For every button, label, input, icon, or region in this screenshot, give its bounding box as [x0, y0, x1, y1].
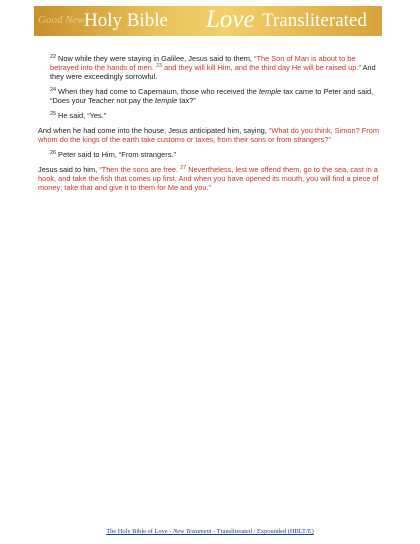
jesus-words: and they will kill Him, and the third day He will be raised up.”: [162, 63, 361, 72]
verse-number: 26: [50, 150, 56, 156]
banner-faint-text: Good News: [38, 14, 90, 26]
narrative-text: When they had come to Capernaum, those who received the: [56, 87, 259, 96]
paragraph-verses-26-27: [38, 165, 384, 192]
verse-number: 27: [180, 165, 187, 171]
paragraph-verse-24: [38, 87, 384, 105]
narrative-text: tax came to Peter and said, “Does your Teacher not pay the: [50, 87, 374, 105]
footer-text: The Holy Bible of Love -: [106, 528, 173, 535]
banner-word-transliterated: Transliterated: [262, 10, 367, 31]
jesus-words: “What do you think, Simon? From whom do the kings of the earth take customs or taxes, from their sons or from strangers?”: [38, 126, 379, 144]
narrative-text: He said, “Yes.”: [56, 111, 107, 120]
narrative-text: Now while they were staying in Galilee, Jesus said to them,: [56, 54, 254, 63]
verse-number: 25: [50, 111, 56, 117]
footer-link[interactable]: [0, 528, 420, 535]
verse-number: 24: [50, 87, 56, 93]
footer-text: - Transliterated / Expounded (HBLT/E): [211, 528, 314, 535]
jesus-words: “The Son of Man is about to be betrayed into the hands of men.: [50, 54, 356, 72]
paragraph-verse-26: [38, 150, 384, 159]
italic-word: temple: [155, 96, 178, 105]
scripture-passage: [38, 54, 384, 198]
jesus-words: “Then the sons are free.: [99, 165, 181, 174]
narrative-text: tax?”: [177, 96, 196, 105]
paragraph-verse-25-cont: [38, 126, 384, 144]
narrative-text: Peter said to Him, “From strangers.”: [56, 150, 176, 159]
narrative-text: And when he had come into the house, Jesus anticipated him, saying,: [38, 126, 269, 135]
banner-word-love: Love: [206, 6, 255, 33]
verse-number: 23: [156, 63, 163, 69]
verse-number: 22: [50, 54, 56, 60]
paragraph-verse-25: [38, 111, 384, 120]
italic-word: temple: [258, 87, 282, 96]
title-banner: [34, 6, 382, 36]
narrative-text: Jesus said to him,: [38, 165, 100, 174]
paragraph-verses-22-23: [38, 54, 384, 81]
narrative-text: And they were exceedingly sorrowful.: [50, 63, 376, 81]
footer-italic: New Testament: [172, 528, 212, 535]
banner-word-holy-bible: Holy Bible: [84, 10, 168, 31]
jesus-words: Nevertheless, lest we offend them, go to the sea, cast in a hook, and take the fish that comes up first. And when you have opened its mouth, you will find a piece of money; take that and give it to them for Me and you.”: [38, 165, 379, 192]
